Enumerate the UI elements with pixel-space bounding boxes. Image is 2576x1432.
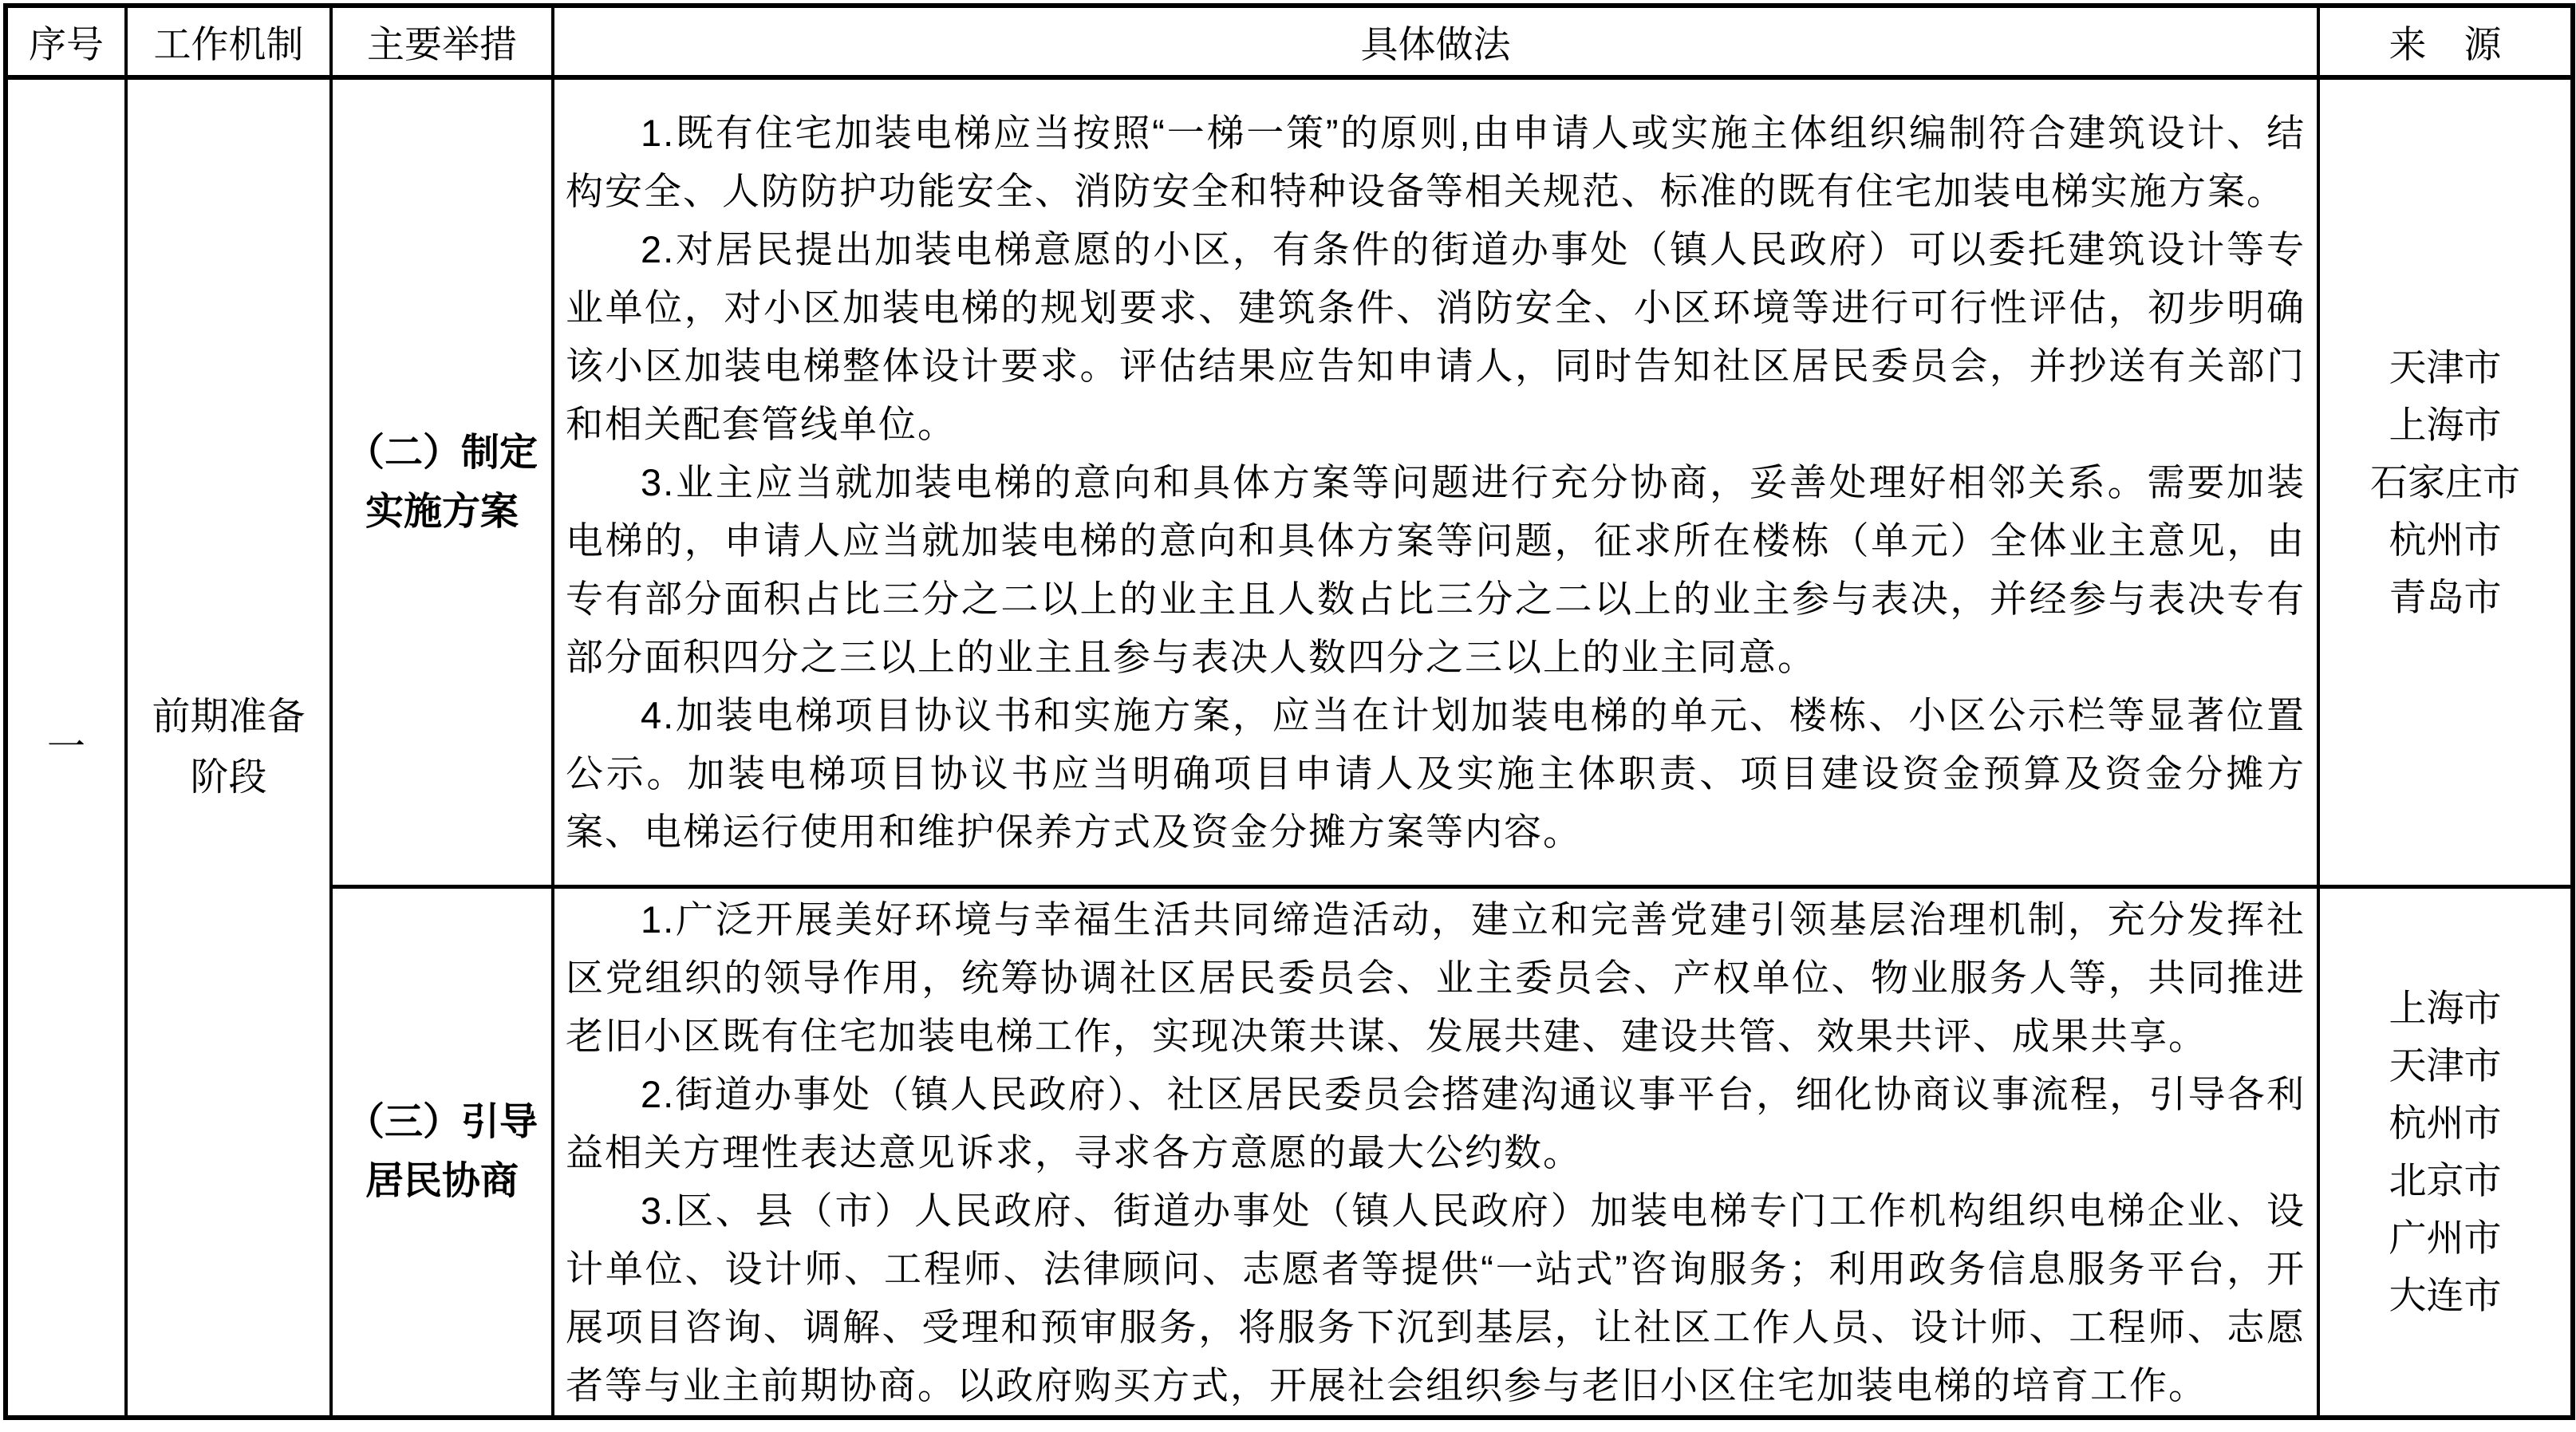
source-city: 杭州市 bbox=[2389, 518, 2502, 561]
source-city: 石家庄市 bbox=[2370, 460, 2520, 503]
practice-paragraph: 2.街道办事处（镇人民政府）、社区居民委员会搭建沟通议事平台，细化协商议事流程，引导各利益相关方理性表达意见诉求，寻求各方意愿的最大公约数。 bbox=[566, 1072, 2306, 1174]
measure-cell-1 bbox=[331, 77, 553, 887]
measure-line: （二）制定 bbox=[345, 431, 538, 474]
mechanism-cell bbox=[126, 77, 331, 1418]
mechanism-line: 前期准备 bbox=[152, 696, 306, 738]
practice-cell-1 bbox=[553, 77, 2318, 887]
col-header-mechanism: 工作机制 bbox=[126, 6, 331, 77]
measure-line: 居民协商 bbox=[365, 1160, 519, 1202]
header-row bbox=[6, 6, 2573, 77]
source-city: 广州市 bbox=[2389, 1217, 2502, 1259]
source-city: 青岛市 bbox=[2389, 575, 2502, 618]
col-header-measure: 主要举措 bbox=[331, 6, 553, 77]
measure-line: 实施方案 bbox=[365, 490, 519, 533]
col-header-serial: 序号 bbox=[6, 6, 126, 77]
practice-paragraph: 4.加装电梯项目协议书和实施方案，应当在计划加装电梯的单元、楼栋、小区公示栏等显著位置公示。加装电梯项目协议书应当明确项目申请人及实施主体职责、项目建设资金预算及资金分摊方案、电梯运行使用和维护保养方式及资金分摊方案等内容。 bbox=[566, 694, 2306, 853]
practice-paragraph: 1.广泛开展美好环境与幸福生活共同缔造活动，建立和完善党建引领基层治理机制，充分发挥社区党组织的领导作用，统筹协调社区居民委员会、业主委员会、产权单位、物业服务人等，共同推进老旧小区既有住宅加装电梯工作，实现决策共谋、发展共建、建设共管、效果共评、成果共享。 bbox=[566, 897, 2306, 1057]
measure-cell-2 bbox=[331, 887, 553, 1418]
practice-paragraphs bbox=[566, 890, 2306, 1414]
practice-cell-2 bbox=[553, 887, 2318, 1418]
practice-paragraphs bbox=[566, 104, 2306, 861]
serial-cell: 一 bbox=[6, 77, 126, 1418]
col-header-source: 来 源 bbox=[2318, 6, 2573, 77]
measure-lines bbox=[333, 424, 551, 542]
mechanism-lines bbox=[128, 687, 329, 808]
source-city-list bbox=[2320, 339, 2570, 626]
source-city: 北京市 bbox=[2389, 1159, 2502, 1201]
practice-paragraph: 3.业主应当就加装电梯的意向和具体方案等问题进行充分协商，妥善处理好相邻关系。需要加装电梯的，申请人应当就加装电梯的意向和具体方案等问题，征求所在楼栋（单元）全体业主意见，由专有部分面积占比三分之二以上的业主且人数占比三分之二以上的业主参与表决，并经参与表决专有部分面积四分之三以上的业主且参与表决人数四分之三以上的业主同意。 bbox=[566, 461, 2306, 678]
source-city: 上海市 bbox=[2389, 403, 2502, 446]
col-header-practice: 具体做法 bbox=[553, 6, 2318, 77]
mechanism-line: 阶段 bbox=[190, 756, 267, 799]
work-mechanism-table bbox=[3, 3, 2575, 1420]
source-city-list bbox=[2320, 980, 2570, 1324]
source-cell-2 bbox=[2318, 887, 2573, 1418]
practice-paragraph: 3.区、县（市）人民政府、街道办事处（镇人民政府）加装电梯专门工作机构组织电梯企业、设计单位、设计师、工程师、法律顾问、志愿者等提供“一站式”咨询服务；利用政务信息服务平台，开展项目咨询、调解、受理和预审服务，将服务下沉到基层，让社区工作人员、设计师、工程师、志愿者等与业主前期协商。以政府购买方式，开展社会组织参与老旧小区住宅加装电梯的培育工作。 bbox=[566, 1189, 2306, 1406]
table-row-section-1 bbox=[6, 77, 2573, 887]
source-cell-1 bbox=[2318, 77, 2573, 887]
source-city: 杭州市 bbox=[2389, 1102, 2502, 1144]
source-city: 天津市 bbox=[2389, 1044, 2502, 1087]
practice-paragraph: 1.既有住宅加装电梯应当按照“一梯一策”的原则,由申请人或实施主体组织编制符合建筑设计、结构安全、人防防护功能安全、消防安全和特种设备等相关规范、标准的既有住宅加装电梯实施方案。 bbox=[566, 112, 2306, 212]
source-city: 天津市 bbox=[2389, 345, 2502, 389]
measure-lines bbox=[333, 1093, 551, 1211]
practice-paragraph: 2.对居民提出加装电梯意愿的小区，有条件的街道办事处（镇人民政府）可以委托建筑设计等专业单位，对小区加装电梯的规划要求、建筑条件、消防安全、小区环境等进行可行性评估，初步明确该小区加装电梯整体设计要求。评估结果应告知申请人，同时告知社区居民委员会，并抄送有关部门和相关配套管线单位。 bbox=[566, 228, 2306, 445]
source-city: 大连市 bbox=[2389, 1274, 2502, 1316]
table-row-section-2 bbox=[6, 887, 2573, 1418]
measure-line: （三）引导 bbox=[345, 1101, 538, 1143]
source-city: 上海市 bbox=[2389, 987, 2502, 1029]
